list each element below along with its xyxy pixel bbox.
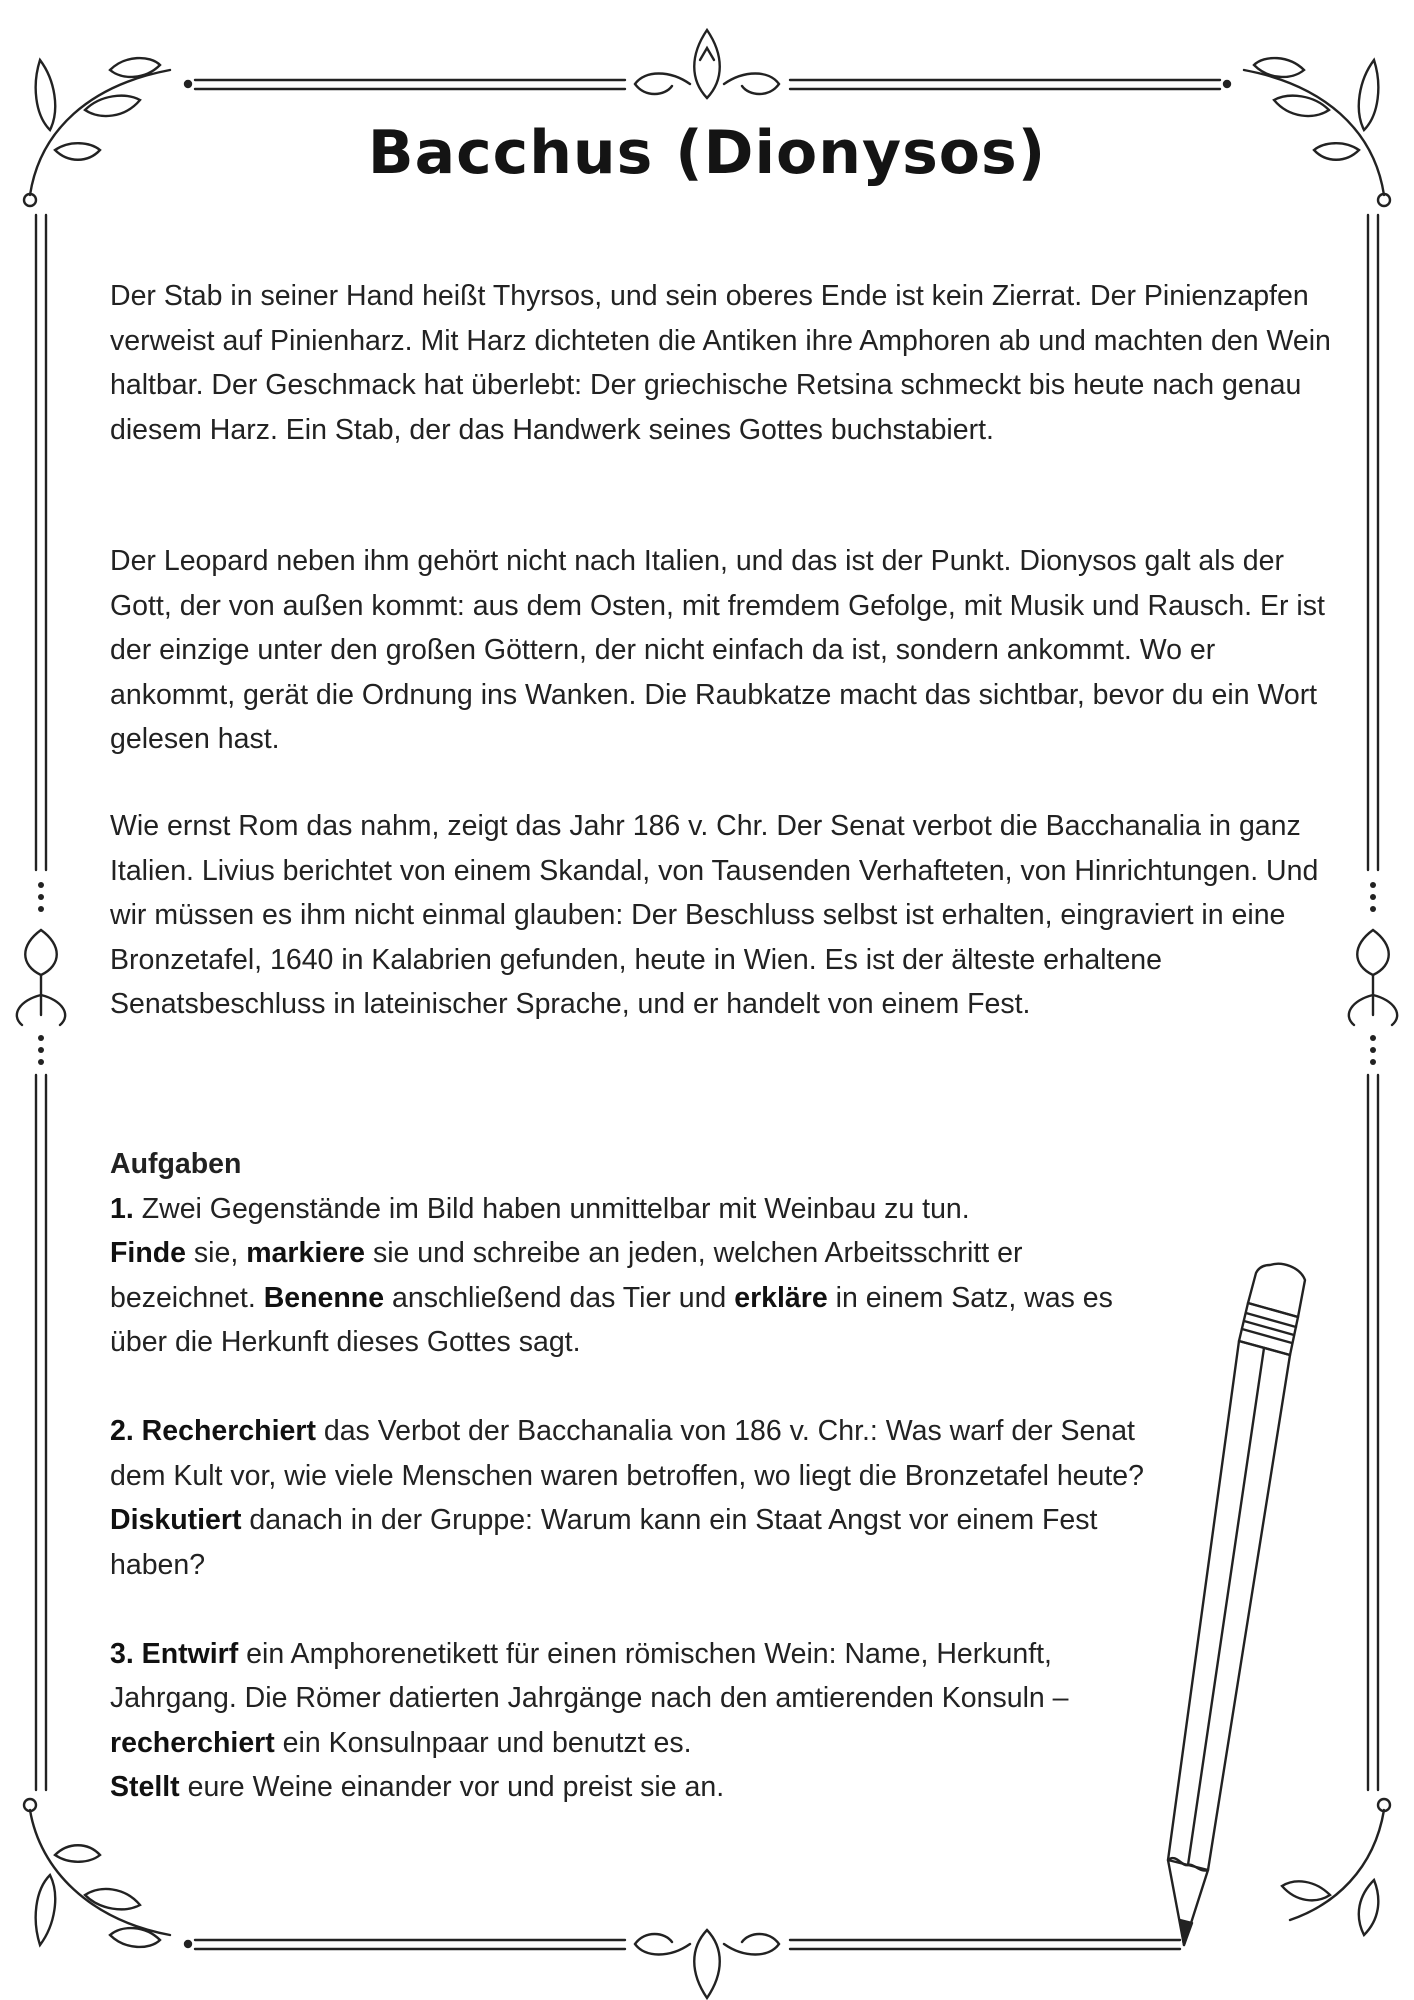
page-title: Bacchus (Dionysos) — [367, 118, 1047, 188]
paragraph-thyrsos: Der Stab in seiner Hand heißt Thyrsos, und sein oberes Ende ist kein Zierrat. Der Pinienzapfen verweist auf Pinienharz. Mit Harz dichteten die Antiken ihre Amphoren ab und machten den Wein haltbar. Der Geschmack hat überlebt: Der griechische Retsina schmeckt bis heute nach genau diesem Harz. Ein Stab, der das Handwerk seines Gottes buchstabiert. — [110, 280, 1331, 446]
paragraph-senate: Wie ernst Rom das nahm, zeigt das Jahr 186 v. Chr. Der Senat verbot die Bacchanalia in ganz Italien. Livius berichtet von einem Skandal, von Tausenden Verhafteten, von Hinrichtungen. Und wir müssen es ihm nicht einmal glauben: Der Beschluss selbst ist erhalten, eingraviert in eine Bronzetafel, 1640 in Kalabrien gefunden, heute in Wien. Es ist der älteste erhaltene Senatsbeschluss in lateinischer Sprache, und er handelt von einem Fest. — [110, 810, 1319, 1020]
task-1-number: 1. — [110, 1192, 134, 1225]
tasks-heading: Aufgaben — [110, 1148, 242, 1180]
task-3: 3. Entwirf ein Amphorenetikett für einen römischen Wein: Name, Herkunft, Jahrgang. Die Römer datierten Jahrgänge nach den amtierenden Konsuln – recherchiert ein Konsulnpaar und benutzt es. Stellt eure Weine einander vor und preist sie an. — [110, 1637, 1069, 1803]
pencil-icon — [1160, 1255, 1310, 1955]
paragraph-leopard: Der Leopard neben ihm gehört nicht nach Italien, und das ist der Punkt. Dionysos galt als der Gott, der von außen kommt: aus dem Osten, mit fremdem Gefolge, mit Musik und Rausch. Er ist der einzige unter den großen Göttern, der nicht einfach da ist, sondern ankommt. Wo er ankommt, gerät die Ordnung ins Wanken. Die Raubkatze macht das sichtbar, bevor du ein Wort gelesen hast. — [110, 545, 1325, 755]
task-2: 2. Recherchiert das Verbot der Bacchanalia von 186 v. Chr.: Was warf der Senat dem Kult vor, wie viele Menschen waren betroffen, wo liegt die Bronzetafel heute? Diskutiert danach in der Gruppe: Warum kann ein Staat Angst vor einem Fest haben? — [110, 1415, 1144, 1581]
task-1: 1. Zwei Gegenstände im Bild haben unmittelbar mit Weinbau zu tun. Finde sie, markiere sie und schreibe an jeden, welchen Arbeitsschritt er bezeichnet. Benenne anschließend das Tier und erkläre in einem Satz, was es über die Herkunft dieses Gottes sagt. — [110, 1192, 1113, 1358]
tasks-section — [110, 1142, 1160, 1854]
